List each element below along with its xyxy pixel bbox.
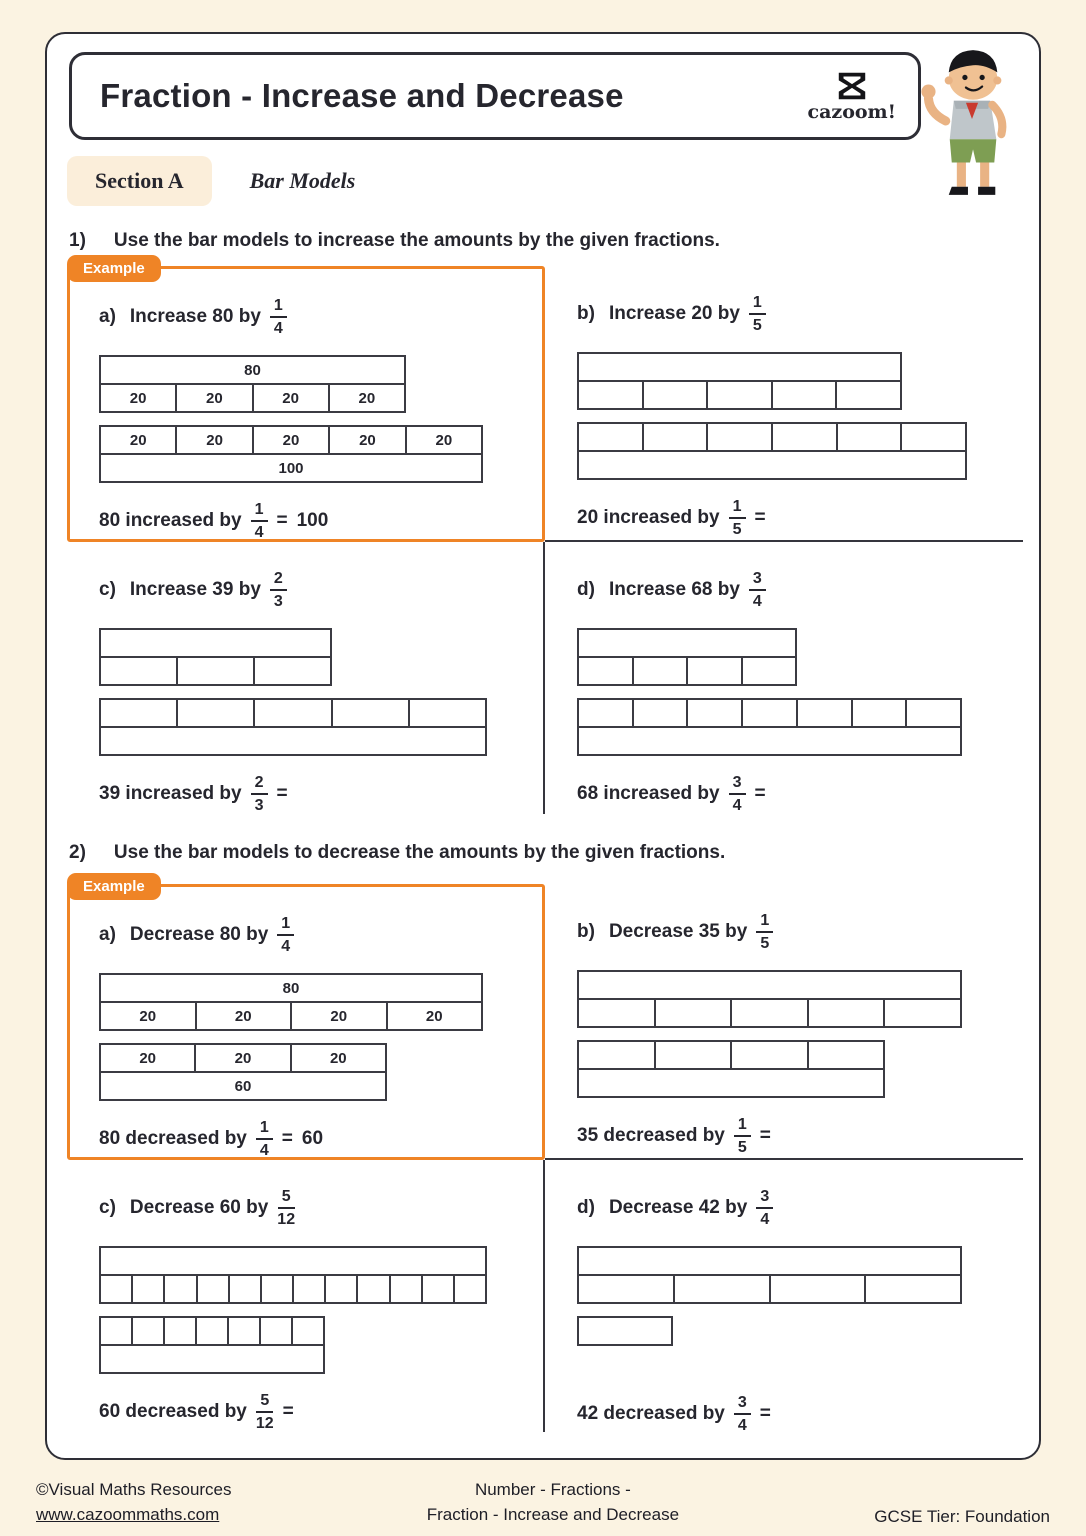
bar-cell — [771, 1276, 867, 1302]
problem-cell-2a — [67, 878, 545, 1160]
bar-row — [577, 1246, 962, 1276]
bar-model-gap — [577, 1028, 1023, 1040]
bar-cell — [579, 1318, 671, 1344]
fraction-denominator: 5 — [737, 1139, 747, 1156]
footer-topic — [427, 1478, 679, 1527]
answer-equals: = — [282, 1401, 294, 1422]
problem-cell-1c — [67, 542, 545, 814]
problem-text: Increase 39 by — [129, 579, 261, 600]
fraction-numerator: 1 — [277, 914, 294, 936]
problem-prompt — [577, 292, 1023, 336]
bar-cell — [101, 1248, 485, 1274]
bar-row — [577, 1068, 885, 1098]
example-tag: Example — [67, 873, 161, 900]
bar-cell — [294, 1276, 326, 1302]
bar-cell — [358, 1276, 390, 1302]
bar-model-gap — [577, 410, 1023, 422]
problem-prompt — [99, 913, 542, 957]
bar-cell — [634, 700, 689, 726]
bar-model — [99, 973, 542, 1101]
problem-cell-1b — [545, 266, 1023, 542]
footer-topic-line2: Fraction - Increase and Decrease — [426, 1504, 680, 1524]
bar-cell — [732, 1042, 809, 1068]
bar-row — [577, 656, 797, 686]
bar-cell — [101, 728, 485, 754]
bar-cell — [579, 630, 795, 656]
bar-cell — [579, 354, 900, 380]
bar-cell — [255, 700, 332, 726]
problem-cell-2c — [67, 1160, 545, 1432]
answer-text: 68 increased by — [577, 783, 720, 804]
answer-equals: = — [754, 783, 766, 804]
bar-cell: 20 — [254, 427, 330, 453]
bar-cell — [165, 1276, 197, 1302]
bar-cell — [675, 1276, 771, 1302]
problem-cell-2d — [545, 1160, 1023, 1432]
fraction-denominator: 4 — [760, 1211, 770, 1228]
fraction-numerator: 3 — [756, 1187, 773, 1209]
answer-equals: = — [759, 1125, 771, 1146]
problem-text: Increase 20 by — [608, 303, 740, 324]
question-2-header — [69, 842, 1039, 864]
bar-cell: 20 — [101, 385, 177, 411]
bar-cell — [178, 658, 255, 684]
fraction-numerator: 1 — [256, 1118, 273, 1140]
fraction-denominator: 5 — [732, 521, 742, 538]
bar-row — [577, 698, 962, 728]
bar-cell — [391, 1276, 423, 1302]
bar-cell — [579, 424, 644, 450]
bar-cell — [743, 700, 798, 726]
bar-cell — [837, 382, 900, 408]
fraction-numerator: 1 — [749, 293, 766, 315]
bar-cell — [579, 1000, 656, 1026]
fraction-denominator: 12 — [255, 1415, 274, 1432]
fraction — [277, 914, 294, 956]
bar-cell — [866, 1276, 960, 1302]
bar-row — [99, 453, 483, 483]
bar-cell — [230, 1276, 262, 1302]
bar-cell — [773, 382, 838, 408]
bar-row — [577, 1040, 885, 1070]
bar-cell: 20 — [101, 1003, 197, 1029]
bar-model — [577, 1246, 1023, 1346]
fraction-numerator: 1 — [729, 497, 746, 519]
bar-cell — [644, 382, 709, 408]
bar-cell — [293, 1318, 323, 1344]
problem-text: Increase 68 by — [608, 579, 740, 600]
bar-cell: 20 — [177, 427, 253, 453]
fraction — [251, 773, 268, 815]
bar-cell — [902, 424, 965, 450]
bar-cell — [798, 700, 853, 726]
bar-cell — [838, 424, 903, 450]
bar-model-gap — [99, 413, 542, 425]
footer-tier: GCSE Tier: Foundation — [874, 1506, 1050, 1526]
problem-text: Decrease 60 by — [129, 1197, 269, 1218]
bar-cell — [101, 658, 178, 684]
bar-model — [99, 355, 542, 483]
bar-model-gap — [99, 686, 543, 698]
fraction-numerator: 1 — [251, 500, 268, 522]
footer — [36, 1478, 1050, 1527]
bar-cell — [579, 1070, 883, 1096]
bar-row — [577, 726, 962, 756]
bar-row — [99, 973, 483, 1003]
answer-equals: = — [754, 507, 766, 528]
bar-model — [577, 352, 1023, 480]
fraction — [277, 1187, 295, 1229]
bar-row — [99, 1344, 325, 1374]
answer-line — [99, 499, 542, 543]
bar-cell: 20 — [330, 427, 406, 453]
header — [69, 52, 921, 140]
answer-equals: = — [276, 783, 288, 804]
bar-row — [99, 628, 332, 658]
bar-cell — [101, 630, 330, 656]
mascot-boy-illustration — [915, 42, 1027, 204]
bar-cell — [579, 728, 960, 754]
bar-row — [99, 1246, 487, 1276]
bar-cell — [809, 1042, 884, 1068]
answer-line — [577, 496, 1023, 540]
answer-text: 80 decreased by — [99, 1128, 247, 1149]
bar-cell: 20 — [101, 1045, 196, 1071]
fraction-numerator: 1 — [756, 911, 773, 933]
bar-cell: 100 — [278, 459, 304, 477]
bar-cell — [688, 658, 743, 684]
bar-cell — [229, 1318, 261, 1344]
bar-row — [99, 1043, 387, 1073]
fraction — [734, 1115, 751, 1157]
bar-row — [99, 355, 406, 385]
bar-cell — [410, 700, 485, 726]
problem-prompt — [577, 1186, 1023, 1230]
page-title: Fraction - Increase and Decrease — [100, 77, 624, 114]
bar-cell — [133, 1318, 165, 1344]
bar-cell: 20 — [177, 385, 253, 411]
question-1-grid — [67, 260, 1023, 814]
bar-cell — [708, 424, 773, 450]
bar-row — [577, 1274, 962, 1304]
fraction — [756, 911, 773, 953]
answer-equals: = — [281, 1128, 293, 1149]
bar-cell — [101, 1318, 133, 1344]
bar-cell — [644, 424, 709, 450]
bar-row — [99, 1001, 483, 1031]
fraction-denominator: 4 — [752, 593, 762, 610]
fraction-numerator: 1 — [734, 1115, 751, 1137]
bar-row — [99, 425, 483, 455]
bar-cell — [178, 700, 255, 726]
fraction-denominator: 3 — [254, 797, 264, 814]
bar-cell — [688, 700, 743, 726]
problem-letter: c) — [99, 579, 116, 600]
bar-cell — [262, 1276, 294, 1302]
bar-cell: 20 — [425, 1007, 443, 1025]
fraction — [734, 1393, 751, 1435]
bar-cell — [261, 1318, 293, 1344]
bar-cell — [198, 1276, 230, 1302]
problem-text: Decrease 42 by — [608, 1197, 748, 1218]
bar-cell — [809, 1000, 886, 1026]
answer-text: 39 increased by — [99, 783, 242, 804]
problem-letter: a) — [99, 306, 116, 327]
problem-text: Decrease 35 by — [608, 921, 748, 942]
bar-cell: 20 — [101, 427, 177, 453]
bar-model — [577, 970, 1023, 1098]
worksheet-panel — [45, 32, 1041, 1460]
bar-cell — [455, 1276, 485, 1302]
bar-row — [577, 422, 967, 452]
fraction — [251, 500, 268, 542]
question-1-header — [69, 230, 1039, 252]
section-header — [67, 156, 1039, 206]
fraction — [270, 569, 287, 611]
problem-prompt — [99, 295, 542, 339]
problem-text: Decrease 80 by — [129, 924, 269, 945]
problem-letter: b) — [577, 303, 595, 324]
bar-cell — [326, 1276, 358, 1302]
fraction — [749, 293, 766, 335]
fraction-denominator: 4 — [273, 320, 283, 337]
bar-cell — [101, 1346, 323, 1372]
bar-cell: 20 — [435, 431, 453, 449]
bar-cell — [579, 1248, 960, 1274]
fraction-denominator: 4 — [732, 797, 742, 814]
section-label: Section A — [67, 156, 212, 206]
fraction-numerator: 1 — [270, 296, 287, 318]
answer-text: 60 decreased by — [99, 1401, 247, 1422]
fraction-denominator: 4 — [737, 1417, 747, 1434]
problem-prompt — [99, 1186, 543, 1230]
bar-cell — [579, 700, 634, 726]
problem-letter: a) — [99, 924, 116, 945]
question-2-grid — [67, 878, 1023, 1434]
example-tag: Example — [67, 255, 161, 282]
problem-letter: b) — [577, 921, 595, 942]
problem-letter: d) — [577, 1197, 595, 1218]
answer-text: 42 decreased by — [577, 1403, 725, 1424]
footer-left — [36, 1478, 232, 1527]
cazoom-logo-text: cazoom! — [807, 100, 896, 123]
bar-cell — [656, 1042, 733, 1068]
bar-model — [99, 628, 543, 756]
section-title: Bar Models — [249, 168, 356, 193]
fraction-denominator: 4 — [254, 524, 264, 541]
bar-cell — [333, 700, 410, 726]
fraction-numerator: 3 — [749, 569, 766, 591]
bar-cell — [732, 1000, 809, 1026]
bar-cell — [773, 424, 838, 450]
bar-row — [99, 1274, 487, 1304]
bar-cell — [133, 1276, 165, 1302]
footer-website-link[interactable]: www.cazoommaths.com — [36, 1504, 220, 1524]
bar-cell — [101, 700, 178, 726]
answer-line — [577, 1114, 1023, 1158]
bar-row — [577, 352, 902, 382]
bar-model-gap — [99, 1304, 543, 1316]
problem-letter: c) — [99, 1197, 116, 1218]
bar-row — [577, 998, 962, 1028]
bar-model-gap — [577, 1304, 1023, 1316]
answer-text: 20 increased by — [577, 507, 720, 528]
bar-cell — [656, 1000, 733, 1026]
problem-prompt — [99, 568, 543, 612]
bar-cell — [708, 382, 773, 408]
problem-prompt — [577, 910, 1023, 954]
bar-cell — [743, 658, 796, 684]
problem-cell-2b — [545, 884, 1023, 1160]
answer-text: 80 increased by — [99, 510, 242, 531]
bar-row — [99, 698, 487, 728]
fraction — [256, 1118, 273, 1160]
bar-row — [577, 970, 962, 1000]
bar-cell — [255, 658, 330, 684]
bar-row — [99, 1316, 325, 1346]
bar-cell — [579, 382, 644, 408]
bar-model — [577, 628, 1023, 756]
answer-line — [577, 1392, 1023, 1436]
bar-cell: 20 — [254, 385, 330, 411]
fraction — [256, 1391, 274, 1433]
fraction — [749, 569, 766, 611]
fraction — [756, 1187, 773, 1229]
question-2-number: 2) — [69, 842, 86, 863]
footer-copyright: ©Visual Maths Resources — [36, 1480, 232, 1499]
bar-cell: 20 — [197, 1003, 293, 1029]
footer-topic-line1: Number - Fractions - — [474, 1480, 631, 1499]
fraction-denominator: 3 — [273, 593, 283, 610]
bar-cell — [579, 452, 965, 478]
bar-model-gap — [99, 1031, 542, 1043]
bar-model — [99, 1246, 543, 1374]
answer-line — [99, 1117, 542, 1161]
fraction-numerator: 5 — [256, 1391, 273, 1413]
problem-letter: d) — [577, 579, 595, 600]
fraction-numerator: 5 — [278, 1187, 295, 1209]
bar-row — [99, 726, 487, 756]
bar-cell: 60 — [234, 1077, 252, 1095]
answer-line — [99, 772, 543, 816]
problem-cell-1d — [545, 542, 1023, 814]
fraction — [729, 773, 746, 815]
fraction-denominator: 5 — [760, 935, 770, 952]
bar-cell: 20 — [196, 1045, 291, 1071]
bar-row — [99, 1071, 387, 1101]
fraction-denominator: 5 — [752, 317, 762, 334]
bar-cell: 80 — [282, 979, 300, 997]
bar-cell: 20 — [358, 389, 376, 407]
question-1-number: 1) — [69, 230, 86, 251]
bar-cell — [579, 1276, 675, 1302]
bar-cell — [579, 658, 634, 684]
fraction — [729, 497, 746, 539]
bar-cell: 20 — [292, 1003, 388, 1029]
bar-row — [577, 450, 967, 480]
fraction-denominator: 4 — [281, 938, 291, 955]
problem-cell-1a — [67, 260, 545, 542]
cazoom-logo — [808, 71, 896, 122]
fraction-numerator: 2 — [251, 773, 268, 795]
question-1-instruction: Use the bar models to increase the amounts by the given fractions. — [113, 230, 720, 251]
fraction-numerator: 3 — [729, 773, 746, 795]
fraction-denominator: 4 — [259, 1142, 269, 1159]
answer-text: 35 decreased by — [577, 1125, 725, 1146]
fraction-numerator: 3 — [734, 1393, 751, 1415]
answer-equals: = — [759, 1403, 771, 1424]
fraction — [270, 296, 287, 338]
answer-line — [577, 772, 1023, 816]
bar-cell — [579, 972, 960, 998]
bar-row — [577, 380, 902, 410]
bar-cell — [579, 1042, 656, 1068]
answer-result: 60 — [301, 1128, 324, 1149]
problem-text: Increase 80 by — [129, 306, 261, 327]
bar-cell — [907, 700, 960, 726]
bar-cell — [197, 1318, 229, 1344]
fraction-numerator: 2 — [270, 569, 287, 591]
bar-cell: 20 — [329, 1049, 347, 1067]
answer-result: 100 — [296, 510, 329, 531]
bar-cell: 80 — [244, 361, 261, 379]
bar-model-gap — [577, 686, 1023, 698]
bar-cell — [101, 1276, 133, 1302]
bar-cell — [853, 700, 908, 726]
bar-cell — [634, 658, 689, 684]
bar-row — [99, 383, 406, 413]
answer-equals: = — [276, 510, 288, 531]
bar-cell — [165, 1318, 197, 1344]
bar-cell — [885, 1000, 960, 1026]
problem-prompt — [577, 568, 1023, 612]
bar-cell — [423, 1276, 455, 1302]
bar-row — [577, 1316, 673, 1346]
answer-line — [99, 1390, 543, 1434]
bar-row — [577, 628, 797, 658]
cazoom-logo-icon — [835, 71, 869, 101]
bar-row — [99, 656, 332, 686]
fraction-denominator: 12 — [277, 1211, 296, 1228]
question-2-instruction: Use the bar models to decrease the amounts by the given fractions. — [113, 842, 726, 863]
